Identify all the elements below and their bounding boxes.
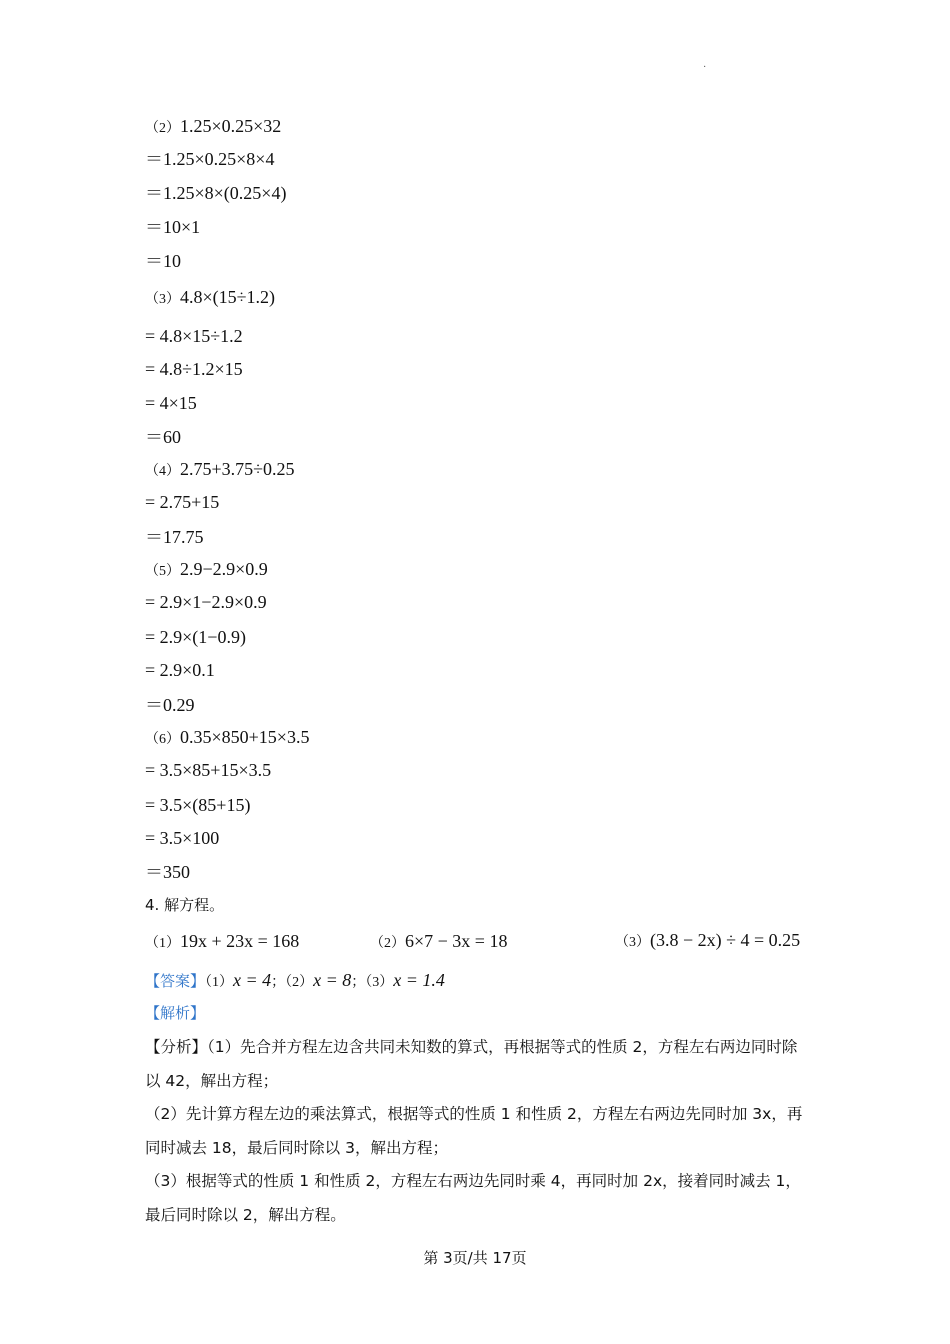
equation-expression: (3.8 − 2x) ÷ 4 = 0.25	[650, 930, 801, 950]
analysis-paragraph-1	[145, 1030, 810, 1098]
analysis-text: （1）先合并方程左边含共同未知数的算式，再根据等式的性质 2，方程左右两边同时除以 42，解出方程；	[145, 1038, 798, 1090]
answer-prefix: （1）	[205, 975, 234, 990]
problem-4-header	[145, 458, 295, 483]
problem-prefix: （2）	[145, 121, 180, 136]
problem-5-header	[145, 558, 268, 583]
calc-step: = 4.8÷1.2×15	[145, 359, 243, 379]
answer-separator: ；	[271, 975, 286, 990]
top-dot: ·	[703, 62, 707, 73]
problem-3-header	[145, 286, 275, 311]
calc-step: ＝10×1	[145, 217, 201, 237]
answer-tag: 【答案】	[145, 972, 206, 990]
calc-step: ＝1.25×8×(0.25×4)	[145, 183, 287, 203]
answer-value: x = 1.4	[393, 970, 445, 990]
problem-prefix: （3）	[145, 292, 180, 307]
problem-expression: 2.9−2.9×0.9	[180, 559, 268, 579]
calc-step: = 3.5×85+15×3.5	[145, 760, 272, 780]
problem-prefix: （5）	[145, 564, 180, 579]
calc-step: = 3.5×(85+15)	[145, 795, 251, 815]
calc-result: ＝60	[145, 427, 181, 447]
analysis-label: 【分析】	[145, 1038, 208, 1056]
problem-prefix: （4）	[145, 464, 180, 479]
answer-value: x = 8	[313, 970, 352, 990]
analysis-tag: 【解析】	[145, 1004, 206, 1022]
equation-1	[145, 930, 299, 955]
analysis-paragraph-2: （2）先计算方程左边的乘法算式，根据等式的性质 1 和性质 2，方程左右两边先同时加 3x，再同时减去 18，最后同时除以 3，解出方程；	[145, 1105, 803, 1157]
answer-value: x = 4	[233, 970, 272, 990]
calc-step: = 4×15	[145, 393, 197, 413]
answer-prefix: （3）	[365, 975, 394, 990]
calc-step: = 4.8×15÷1.2	[145, 326, 243, 346]
equation-prefix: （1）	[145, 936, 180, 951]
answer-line	[145, 969, 445, 994]
equation-expression: 6×7 − 3x = 18	[405, 931, 508, 951]
equation-2	[370, 930, 507, 955]
calc-step: = 2.9×0.1	[145, 660, 215, 680]
calc-result: ＝10	[145, 251, 181, 271]
problem-expression: 0.35×850+15×3.5	[180, 727, 310, 747]
calc-step: = 2.9×1−2.9×0.9	[145, 592, 267, 612]
calc-result: ＝17.75	[145, 527, 204, 547]
calc-step: = 2.75+15	[145, 492, 220, 512]
section-4-title: 4. 解方程。	[145, 896, 225, 914]
calc-step: ＝1.25×0.25×8×4	[145, 149, 275, 169]
answer-prefix: （2）	[285, 975, 314, 990]
problem-prefix: （6）	[145, 732, 180, 747]
calc-step: = 2.9×(1−0.9)	[145, 627, 246, 647]
problem-expression: 4.8×(15÷1.2)	[180, 287, 276, 307]
page-footer: 第 3页/共 17页	[423, 1249, 527, 1267]
problem-expression: 2.75+3.75÷0.25	[180, 459, 295, 479]
analysis-paragraph-3: （3）根据等式的性质 1 和性质 2，方程左右两边先同时乘 4，再同时加 2x，接着同时减去 1，最后同时除以 2，解出方程。	[145, 1172, 801, 1224]
equation-prefix: （2）	[370, 936, 405, 951]
calc-result: ＝0.29	[145, 695, 195, 715]
problem-6-header	[145, 726, 309, 751]
answer-separator: ；	[351, 975, 366, 990]
equation-3	[615, 929, 800, 954]
equation-prefix: （3）	[615, 935, 650, 950]
calc-step: = 3.5×100	[145, 828, 220, 848]
equation-expression: 19x + 23x = 168	[180, 931, 300, 951]
problem-2-header	[145, 115, 281, 140]
calc-result: ＝350	[145, 862, 190, 882]
problem-expression: 1.25×0.25×32	[180, 116, 282, 136]
